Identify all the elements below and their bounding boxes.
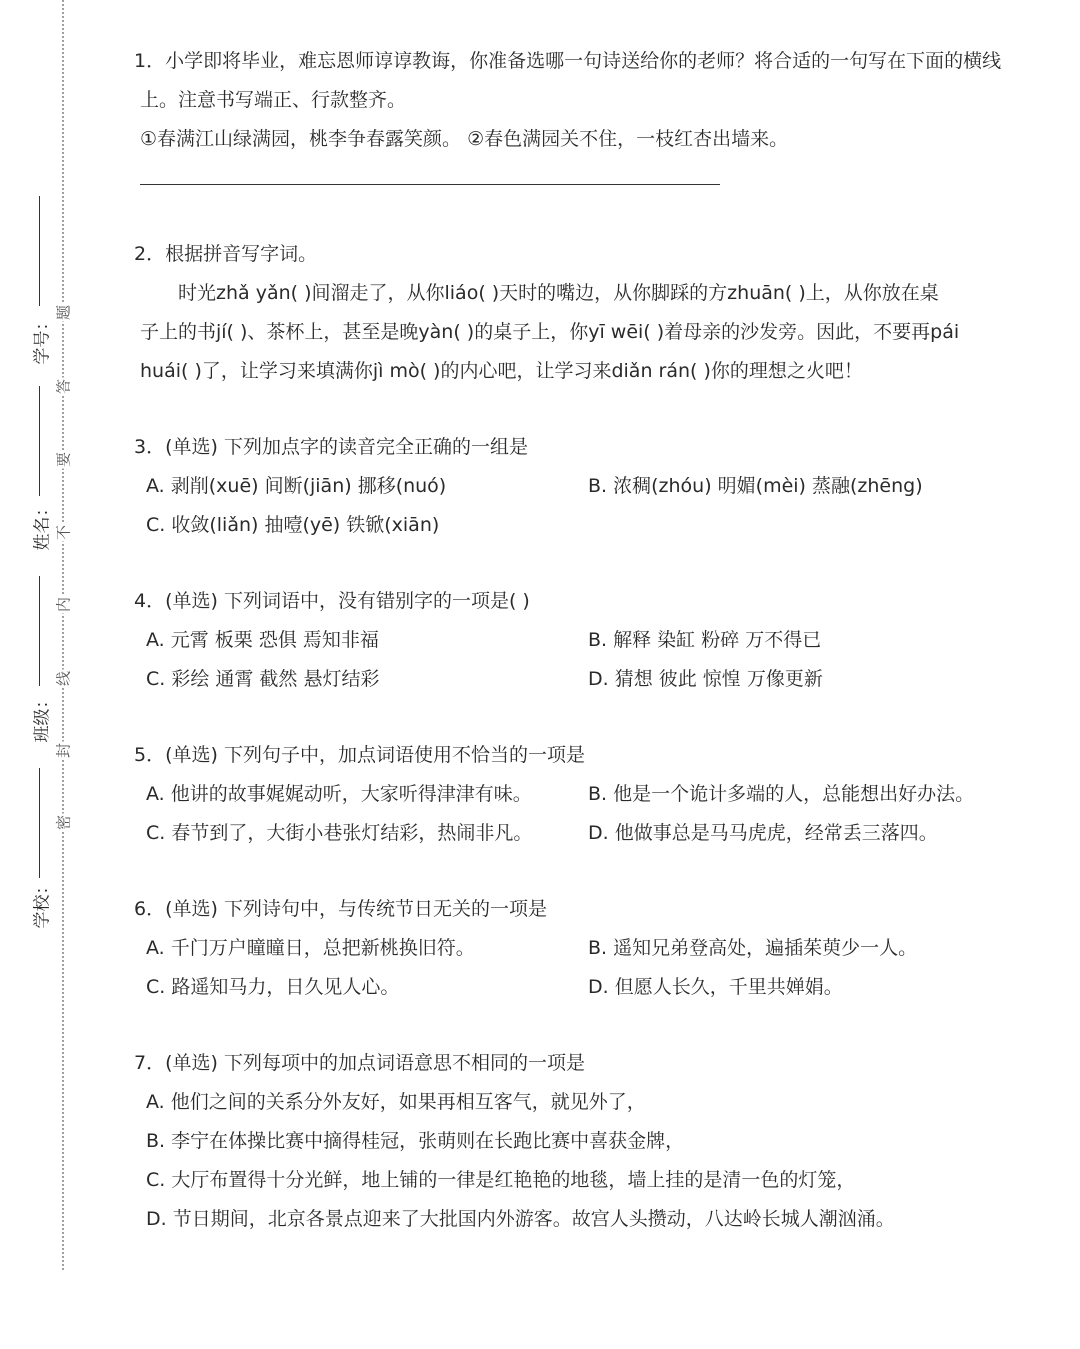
q2-title: 2．根据拼音写字词。	[134, 243, 318, 265]
q4-title: 4．(单选) 下列词语中，没有错别字的一项是( )	[134, 590, 530, 612]
q6-option-d: D. 但愿人长久，千里共婵娟。	[588, 976, 843, 998]
q4-option-c: C. 彩绘 通霄 截然 悬灯结彩	[146, 668, 380, 690]
q3-option-a: A. 剥削(xuē) 间断(jiān) 挪移(nuó)	[146, 475, 447, 497]
q1-line2: 上。注意书写端正、行款整齐。	[140, 89, 407, 111]
seal-char-ti: 题	[54, 305, 73, 321]
q7-option-c: C. 大厅布置得十分光鲜，地上铺的一律是红艳艳的地毯，墙上挂的是清一色的灯笼，	[146, 1169, 856, 1191]
class-blank	[39, 576, 40, 686]
seal-char-mi: 密	[54, 815, 73, 831]
seal-char-nei: 内	[54, 597, 73, 613]
q7-option-d: D. 节日期间，北京各景点迎来了大批国内外游客。故宫人头攒动，八达岭长城人潮汹涌。	[146, 1208, 895, 1230]
q6-option-c: C. 路遥知马力，日久见人心。	[146, 976, 400, 998]
q6-title: 6．(单选) 下列诗句中，与传统节日无关的一项是	[134, 898, 547, 920]
q5-title: 5．(单选) 下列句子中，加点词语使用不恰当的一项是	[134, 744, 585, 766]
q5-option-c: C. 春节到了，大街小巷张灯结彩，热闹非凡。	[146, 822, 533, 844]
q7-option-b: B. 李宁在体操比赛中摘得桂冠，张萌则在长跑比赛中喜获金牌，	[146, 1130, 685, 1152]
q3-option-c: C. 收敛(liǎn) 抽噎(yē) 铁锨(xiān)	[146, 514, 440, 536]
q2-line1: 时光zhǎ yǎn( )间溜走了，从你liáo( )天时的嘴边，从你脚踩的方zhuān( )上，从你放在桌	[178, 282, 939, 304]
q7-title: 7．(单选) 下列每项中的加点词语意思不相同的一项是	[134, 1052, 585, 1074]
q2-line2: 子上的书jí( )、茶杯上，甚至是晚yàn( )的桌子上，你yī wēi( )着母亲的沙发旁。因此，不要再pái	[140, 321, 960, 343]
q4-option-d: D. 猜想 彼此 惊惶 万像更新	[588, 668, 823, 690]
seal-char-feng: 封	[54, 743, 73, 759]
q2-line3: huái( )了，让学习来填满你jì mò( )的内心吧，让学习来diǎn rán( )你的理想之火吧！	[140, 360, 863, 382]
name-blank	[39, 386, 40, 496]
q1-answer-line[interactable]	[140, 184, 720, 185]
seal-char-bu: 不	[54, 525, 73, 541]
q4-option-b: B. 解释 染缸 粉碎 万不得已	[588, 629, 822, 651]
q3-title: 3．(单选) 下列加点字的读音完全正确的一组是	[134, 436, 528, 458]
q5-option-a: A. 他讲的故事娓娓动听，大家听得津津有味。	[146, 783, 532, 805]
student-no-label: 学号：	[32, 313, 53, 365]
q4-option-a: A. 元霄 板栗 恐俱 焉知非福	[146, 629, 379, 651]
name-label: 姓名：	[32, 499, 53, 551]
q5-option-d: D. 他做事总是马马虎虎，经常丢三落四。	[588, 822, 938, 844]
q3-option-b: B. 浓稠(zhóu) 明媚(mèi) 蒸融(zhēng)	[588, 475, 923, 497]
seal-char-xian: 线	[54, 671, 73, 687]
q1-line3: ①春满江山绿满园，桃李争春露笑颜。 ②春色满园关不住，一枝红杏出墙来。	[140, 128, 789, 150]
q6-option-b: B. 遥知兄弟登高处，遍插茱萸少一人。	[588, 937, 918, 959]
q5-option-b: B. 他是一个诡计多端的人，总能想出好办法。	[588, 783, 975, 805]
q6-option-a: A. 千门万户曈曈日，总把新桃换旧符。	[146, 937, 475, 959]
q7-option-a: A. 他们之间的关系分外友好，如果再相互客气，就见外了，	[146, 1091, 646, 1113]
seal-char-da: 答	[54, 379, 73, 395]
school-blank	[39, 768, 40, 878]
student-no-blank	[39, 196, 40, 306]
binding-dashed-line	[62, 0, 64, 1270]
class-label: 班级：	[32, 691, 53, 743]
q1-line1: 1．小学即将毕业，难忘恩师谆谆教诲，你准备选哪一句诗送给你的老师？将合适的一句写在下面的横线	[134, 50, 1002, 72]
school-label: 学校：	[32, 877, 53, 929]
seal-char-yao: 要	[54, 452, 73, 468]
